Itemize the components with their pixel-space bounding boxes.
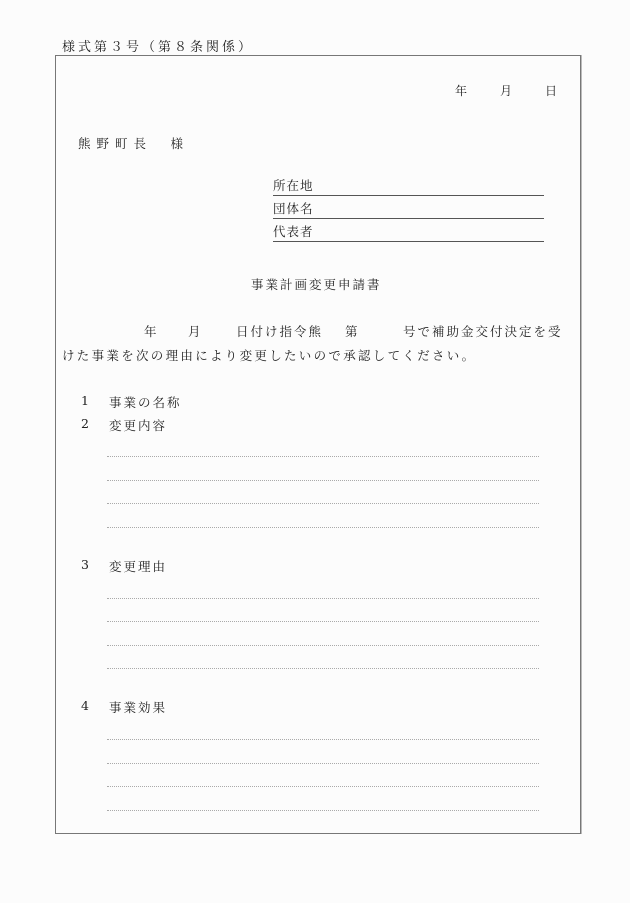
item-label-change-reason: 変更理由 — [109, 559, 168, 574]
address-label: 所在地 — [273, 178, 314, 193]
project-effect-line[interactable] — [107, 810, 539, 811]
item-number-3: 3 — [81, 557, 89, 572]
document-title: 事業計画変更申請書 — [251, 277, 382, 292]
item-label-change-content: 変更内容 — [109, 418, 168, 433]
item-label-project-name: 事業の名称 — [109, 395, 182, 410]
date-month-label: 月 — [500, 84, 513, 98]
project-effect-line[interactable] — [107, 786, 539, 787]
project-effect-line[interactable] — [107, 763, 539, 764]
body-year: 年 — [144, 324, 159, 339]
body-line1-rest: 号で補助金交付決定を受 — [403, 324, 563, 339]
change-content-line[interactable] — [107, 503, 539, 504]
change-content-line[interactable] — [107, 527, 539, 528]
representative-label: 代表者 — [273, 224, 314, 239]
address-field[interactable] — [273, 177, 544, 196]
project-effect-line[interactable] — [107, 739, 539, 740]
date-day-label: 日 — [545, 84, 558, 98]
item-number-1: 1 — [81, 393, 89, 408]
change-reason-line[interactable] — [107, 621, 539, 622]
organization-label: 団体名 — [273, 201, 314, 216]
form-number: 様式第３号（第８条関係） — [62, 40, 255, 55]
change-reason-line[interactable] — [107, 645, 539, 646]
form-frame — [55, 55, 581, 834]
representative-field[interactable] — [273, 223, 544, 242]
item-number-2: 2 — [81, 416, 89, 431]
body-paragraph-line2: けた事業を次の理由により変更したいので承認してください。 — [62, 348, 477, 363]
change-reason-line[interactable] — [107, 668, 539, 669]
date-year-label: 年 — [455, 84, 468, 98]
addressee: 熊野町長 様 — [78, 136, 190, 151]
item-label-project-effect: 事業効果 — [109, 700, 168, 715]
body-date-suffix: 日付け指令熊 — [236, 324, 324, 339]
change-content-line[interactable] — [107, 480, 539, 481]
organization-field[interactable] — [273, 200, 544, 219]
body-month: 月 — [188, 324, 203, 339]
item-number-4: 4 — [81, 698, 89, 713]
body-number-prefix: 第 — [345, 324, 360, 339]
change-reason-line[interactable] — [107, 598, 539, 599]
change-content-line[interactable] — [107, 456, 539, 457]
